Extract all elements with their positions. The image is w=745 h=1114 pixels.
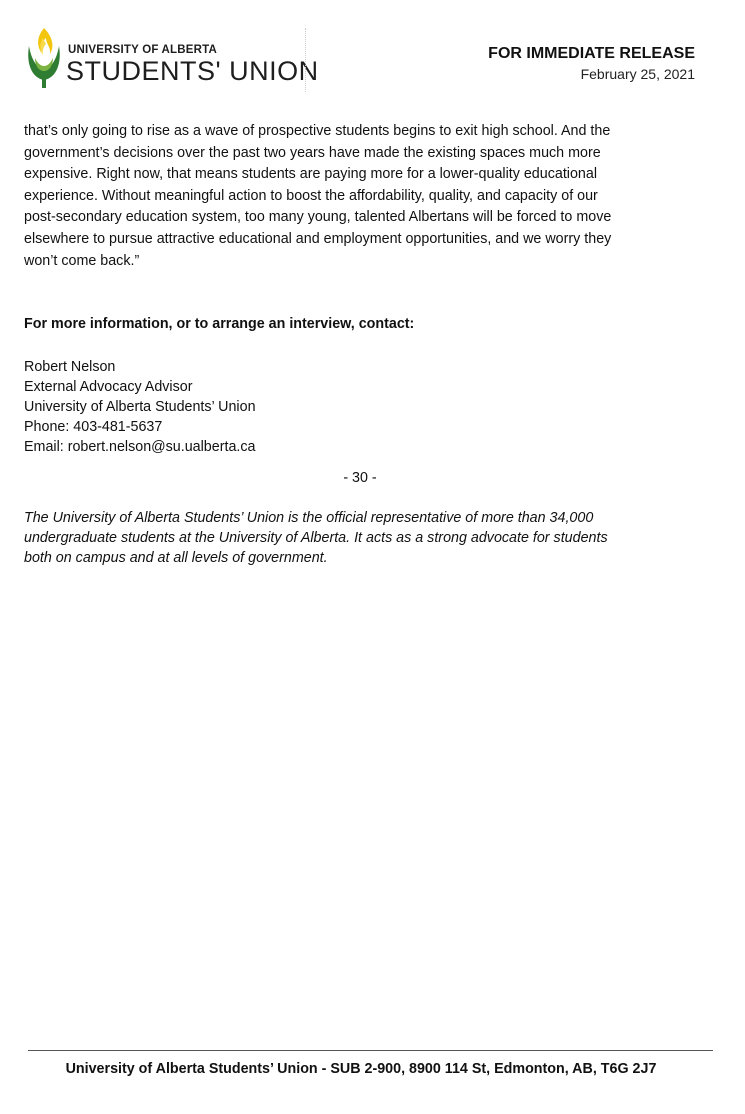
contact-email: Email: robert.nelson@su.ualberta.ca xyxy=(24,438,256,455)
header-divider xyxy=(305,28,306,92)
quote-line: experience. Without meaningful action to boost the affordability, quality, and capacity of our xyxy=(24,187,598,204)
boilerplate-paragraph xyxy=(24,508,684,568)
boilerplate-line: undergraduate students at the University of Alberta. It acts as a strong advocate for students xyxy=(24,530,608,547)
quote-paragraph xyxy=(24,121,684,272)
contact-block xyxy=(24,357,684,457)
contact-heading: For more information, or to arrange an interview, contact: xyxy=(24,316,415,333)
end-mark: - 30 - xyxy=(343,469,377,486)
contact-name: Robert Nelson xyxy=(24,358,116,375)
release-date: February 25, 2021 xyxy=(580,66,695,82)
footer-divider xyxy=(28,1050,713,1051)
quote-line: won’t come back.” xyxy=(24,252,140,269)
quote-line: post-secondary education system, too many young, talented Albertans will be forced to move xyxy=(24,209,612,226)
quote-line: elsewhere to pursue attractive educational and employment opportunities, and we worry they xyxy=(24,230,612,247)
page-header xyxy=(0,0,745,110)
contact-title: External Advocacy Advisor xyxy=(24,378,193,395)
flame-logo-icon xyxy=(24,24,64,90)
quote-line: government’s decisions over the past two years have made the existing spaces much more xyxy=(24,144,601,161)
contact-organization: University of Alberta Students’ Union xyxy=(24,398,256,415)
quote-line: that’s only going to rise as a wave of prospective students begins to exit high school. And the xyxy=(24,123,611,139)
logo-university-text: UNIVERSITY OF ALBERTA xyxy=(68,44,218,56)
footer-address: University of Alberta Students’ Union - SUB 2-900, 8900 114 St, Edmonton, AB, T6G 2J7 xyxy=(65,1061,657,1077)
boilerplate-line: The University of Alberta Students’ Union is the official representative of more than 34,000 xyxy=(24,510,594,527)
logo-students-union-text: STUDENTS' UNION xyxy=(66,56,319,86)
document-body xyxy=(24,121,684,568)
release-info xyxy=(488,44,695,84)
release-title: FOR IMMEDIATE RELEASE xyxy=(488,45,695,62)
boilerplate-line: both on campus and at all levels of government. xyxy=(24,550,328,567)
quote-line: expensive. Right now, that means students are paying more for a lower-quality educational xyxy=(24,166,597,183)
contact-phone: Phone: 403-481-5637 xyxy=(24,418,163,435)
students-union-logo xyxy=(24,24,319,90)
